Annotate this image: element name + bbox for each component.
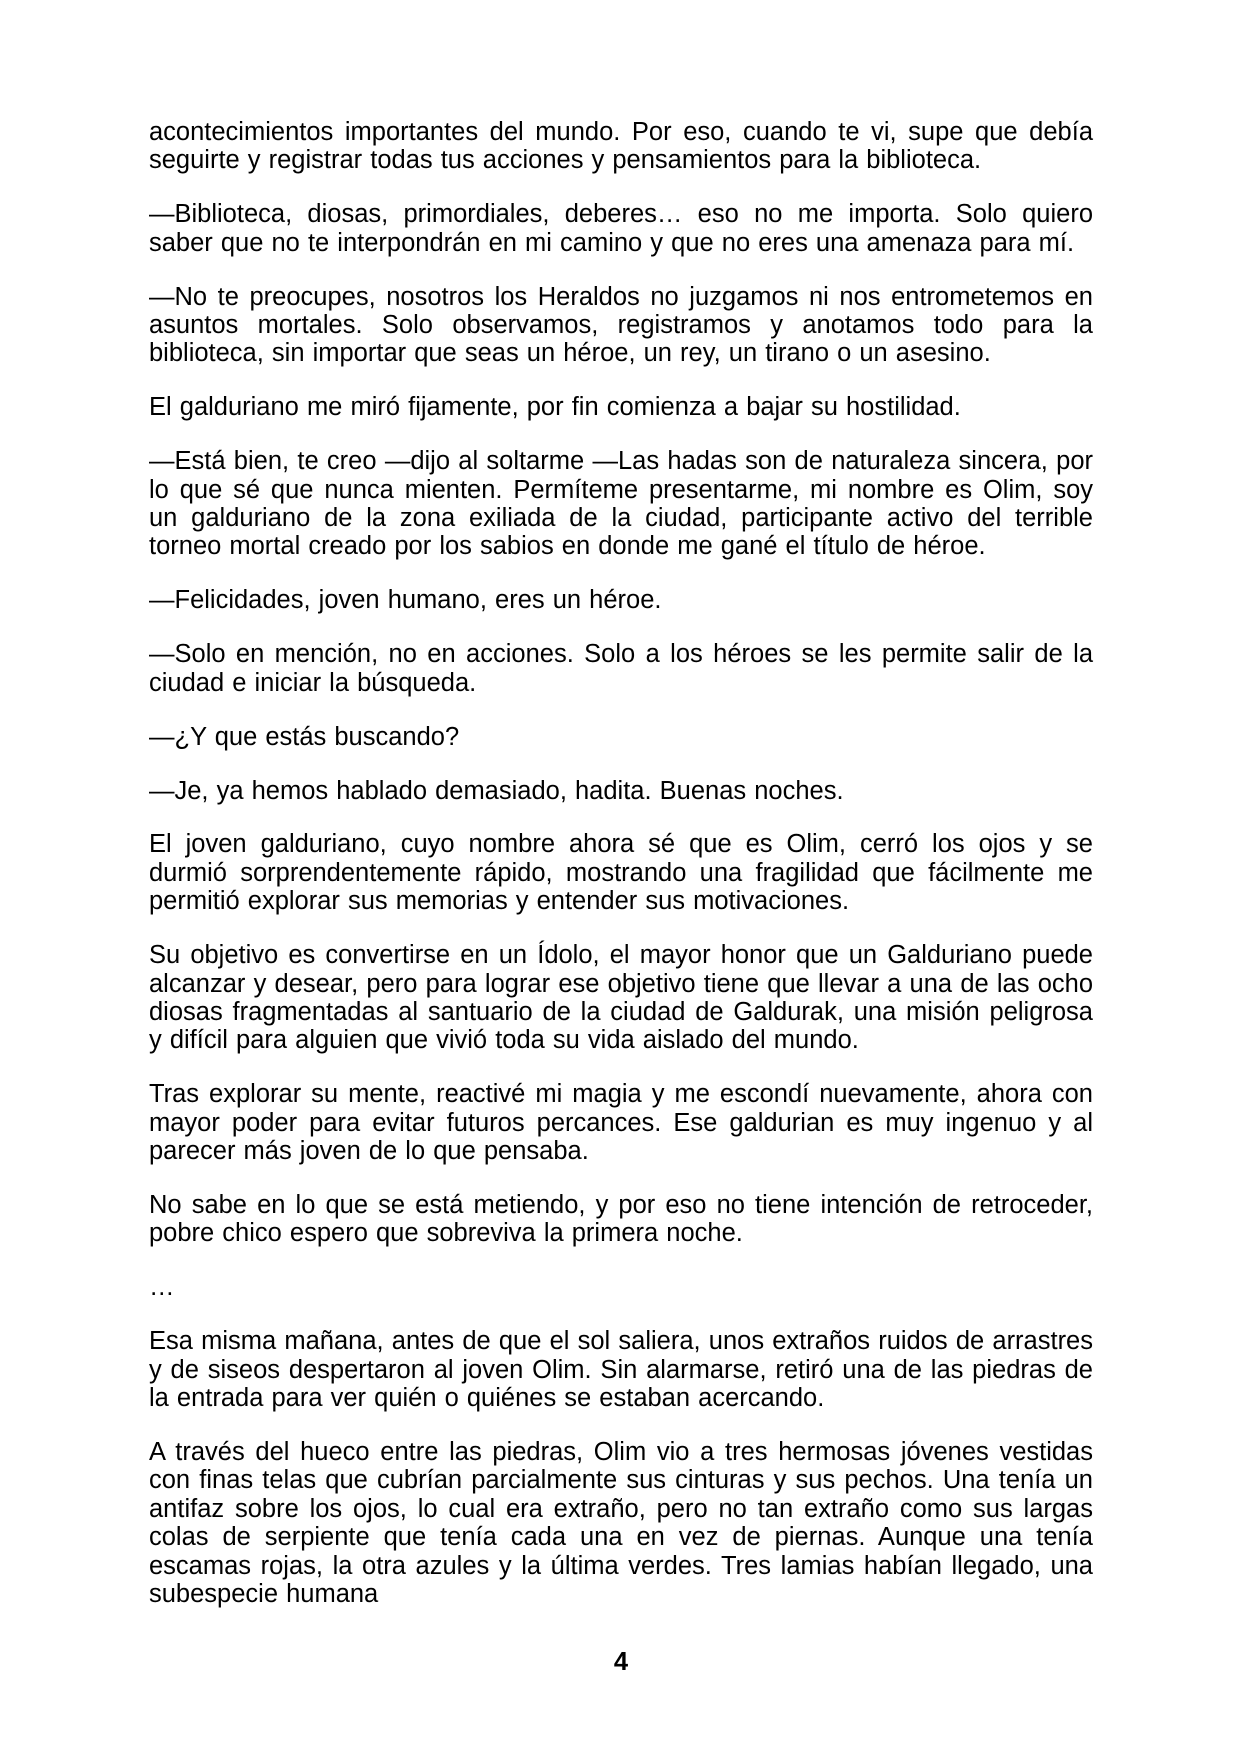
paragraph: El galduriano me miró fijamente, por fin comienza a bajar su hostilidad. <box>149 393 961 422</box>
page-number: 4 <box>613 1648 629 1676</box>
paragraph: —Felicidades, joven humano, eres un héroe. <box>149 586 662 615</box>
paragraph: acontecimientos importantes del mundo. Por eso, cuando te vi, supe que debía seguirte y registrar todas tus acciones y pensamientos para la biblioteca. <box>149 118 1093 175</box>
paragraph: Su objetivo es convertirse en un Ídolo, el mayor honor que un Galduriano puede alcanzar y desear, pero para lograr ese objetivo tiene que llevar a una de las ocho diosas fragmentadas al santuario de la ciudad de Galdurak, una misión peligrosa y difícil para alguien que vivió toda su vida aislado del mundo. <box>149 941 1093 1055</box>
paragraph: Tras explorar su mente, reactivé mi magia y me escondí nuevamente, ahora con mayor poder para evitar futuros percances. Ese galdurian es muy ingenuo y al parecer más joven de lo que pensaba. <box>149 1080 1093 1166</box>
paragraph: —Está bien, te creo —dijo al soltarme —Las hadas son de naturaleza sincera, por lo que sé que nunca mienten. Permíteme presentarme, mi nombre es Olim, soy un galduriano de la zona exiliada de la ciudad, participante activo del terrible torneo mortal creado por los sabios en donde me gané el título de héroe. <box>149 447 1093 561</box>
paragraph: —Je, ya hemos hablado demasiado, hadita. Buenas noches. <box>149 776 844 805</box>
text-body <box>149 118 1093 1608</box>
paragraph: —Solo en mención, no en acciones. Solo a los héroes se les permite salir de la ciudad e iniciar la búsqueda. <box>149 640 1093 697</box>
paragraph: No sabe en lo que se está metiendo, y por eso no tiene intención de retroceder, pobre chico espero que sobreviva la primera noche. <box>149 1190 1093 1248</box>
paragraph: —No te preocupes, nosotros los Heraldos no juzgamos ni nos entrometemos en asuntos mortales. Solo observamos, registramos y anotamos todo para la biblioteca, sin importar que seas un héroe, un rey, un tirano o un asesino. <box>149 282 1093 368</box>
paragraph: A través del hueco entre las piedras, Olim vio a tres hermosas jóvenes vestidas con finas telas que cubrían parcialmente sus cinturas y sus pechos. Una tenía un antifaz sobre los ojos, lo cual era extraño, pero no tan extraño como sus largas colas de serpiente que tenía cada una en vez de piernas. Aunque una tenía escamas rojas, la otra azules y la última verdes. Tres lamias habían llegado, una subespecie humana <box>149 1437 1093 1608</box>
paragraph: El joven galduriano, cuyo nombre ahora sé que es Olim, cerró los ojos y se durmió sorprendentemente rápido, mostrando una fragilidad que fácilmente me permitió explorar sus memorias y entender sus motivaciones. <box>149 830 1093 916</box>
paragraph: Esa misma mañana, antes de que el sol saliera, unos extraños ruidos de arrastres y de siseos despertaron al joven Olim. Sin alarmarse, retiró una de las piedras de la entrada para ver quién o quiénes se estaban acercando. <box>149 1327 1093 1412</box>
page-footer <box>0 1648 1242 1676</box>
paragraph: —Biblioteca, diosas, primordiales, deberes… eso no me importa. Solo quiero saber que no te interpondrán en mi camino y que no eres una amenaza para mí. <box>149 200 1093 257</box>
paragraph: —¿Y que estás buscando? <box>149 722 460 751</box>
paragraph-ellipsis: … <box>149 1273 175 1302</box>
